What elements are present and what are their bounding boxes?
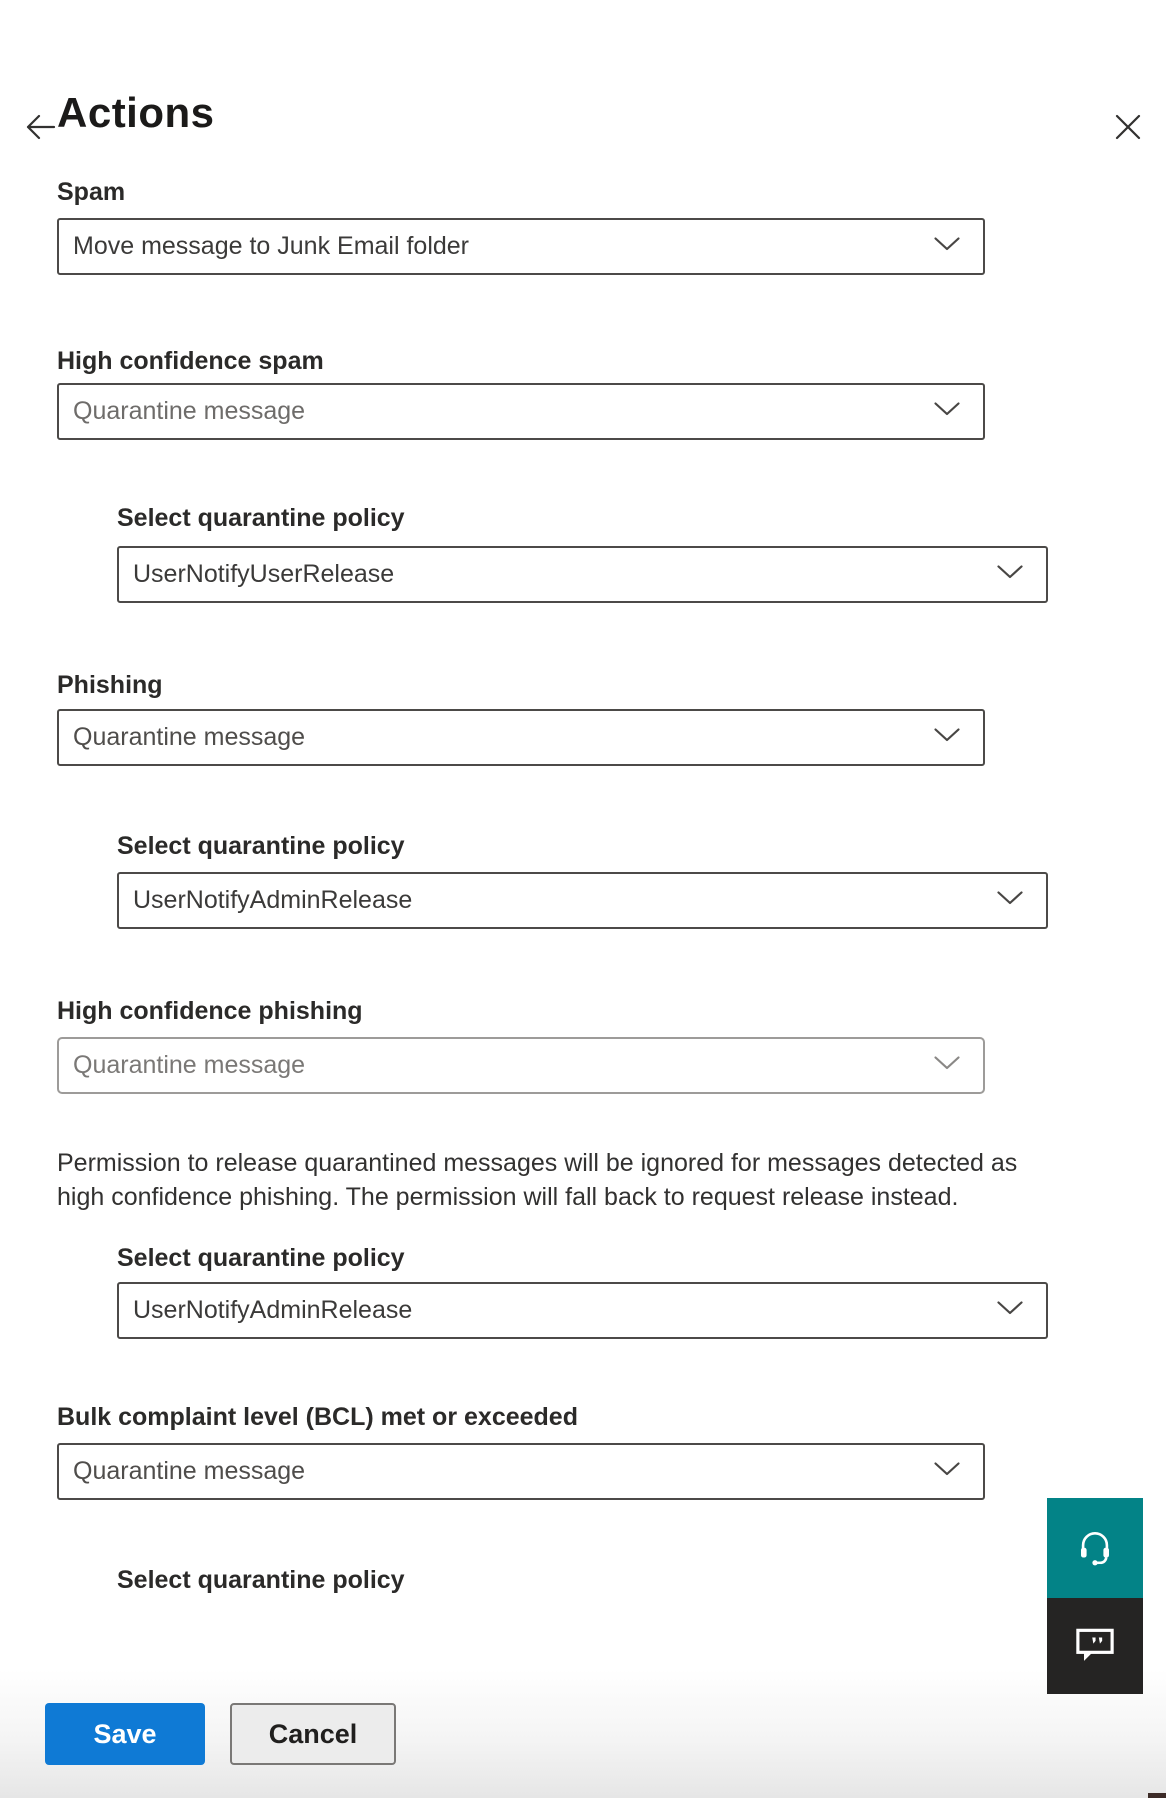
chevron-down-icon (996, 890, 1024, 911)
actions-flyout-panel (0, 88, 1166, 1798)
hcp-policy-value: UserNotifyAdminRelease (133, 1296, 413, 1324)
high-confidence-phishing-note: Permission to release quarantined messages will be ignored for messages detected as high confidence phishing. The permission will fall back to request release instead. (57, 1149, 1018, 1211)
chevron-down-icon (996, 564, 1024, 585)
hcp-quarantine-policy-group (117, 1242, 1109, 1339)
page-title: Actions (57, 89, 215, 136)
chevron-down-icon (933, 1461, 961, 1482)
footer-bar (0, 1670, 1166, 1798)
high-confidence-phishing-dropdown (57, 1037, 985, 1094)
chevron-down-icon (933, 236, 961, 257)
chevron-down-icon (933, 727, 961, 748)
high-confidence-spam-label: High confidence spam (57, 347, 324, 375)
spam-action-value: Move message to Junk Email folder (73, 232, 470, 260)
support-button[interactable] (1047, 1498, 1143, 1598)
spam-action-group (57, 176, 1109, 275)
phishing-quarantine-policy-dropdown[interactable] (117, 872, 1048, 929)
bulk-complaint-group (57, 1401, 1109, 1500)
hcs-quarantine-policy-dropdown[interactable] (117, 546, 1048, 603)
hcp-quarantine-policy-dropdown[interactable] (117, 1282, 1048, 1339)
chevron-down-icon (933, 1055, 961, 1076)
hcp-policy-label: Select quarantine policy (117, 1244, 405, 1272)
spam-label: Spam (57, 178, 126, 206)
phishing-policy-label: Select quarantine policy (117, 832, 405, 860)
spam-action-dropdown[interactable] (57, 218, 985, 275)
phishing-policy-value: UserNotifyAdminRelease (133, 886, 413, 914)
hcs-policy-label: Select quarantine policy (117, 504, 405, 532)
phishing-action-value: Quarantine message (73, 723, 306, 751)
phishing-quarantine-policy-group (117, 830, 1109, 929)
bcl-quarantine-policy-group (117, 1564, 1109, 1596)
bulk-complaint-label: Bulk complaint level (BCL) met or exceeded (57, 1403, 578, 1431)
high-confidence-phishing-label: High confidence phishing (57, 997, 363, 1025)
high-confidence-spam-group (57, 345, 1109, 440)
hcs-policy-value: UserNotifyUserRelease (133, 560, 395, 588)
high-confidence-phishing-value: Quarantine message (73, 1051, 306, 1079)
feedback-button[interactable] (1047, 1598, 1143, 1694)
chevron-down-icon (933, 401, 961, 422)
high-confidence-spam-value: Quarantine message (73, 397, 306, 425)
bulk-complaint-dropdown[interactable] (57, 1443, 985, 1500)
high-confidence-spam-dropdown[interactable] (57, 383, 985, 440)
high-confidence-phishing-group (57, 995, 1109, 1094)
chat-icon (1073, 1625, 1117, 1668)
phishing-label: Phishing (57, 671, 163, 699)
save-button[interactable]: Save (45, 1703, 205, 1765)
cancel-button[interactable]: Cancel (230, 1703, 396, 1765)
chevron-down-icon (996, 1300, 1024, 1321)
bulk-complaint-value: Quarantine message (73, 1457, 306, 1485)
window-corner-sliver (1148, 1793, 1166, 1798)
phishing-action-dropdown[interactable] (57, 709, 985, 766)
headset-icon (1074, 1526, 1116, 1571)
hcs-quarantine-policy-group (117, 502, 1109, 603)
bcl-policy-label: Select quarantine policy (117, 1566, 405, 1594)
phishing-group (57, 669, 1109, 766)
